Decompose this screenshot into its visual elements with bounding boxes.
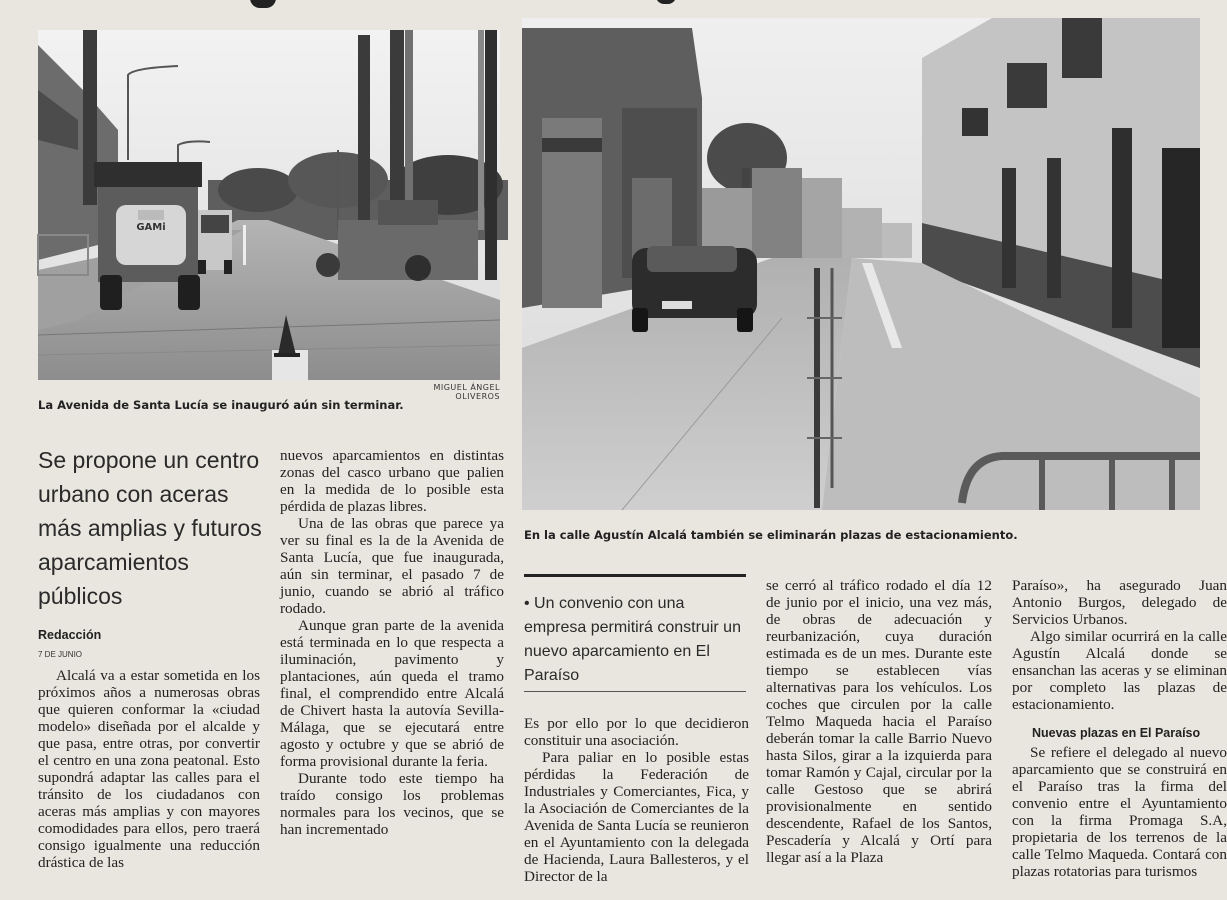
byline: Redacción [38, 628, 102, 642]
photo-avenida-santa-lucia [38, 30, 500, 380]
column-3 [524, 715, 749, 885]
subtitle-line: urbano con aceras [38, 481, 229, 507]
subtitle-line: aparcamientos [38, 549, 189, 575]
article-subtitle [38, 443, 268, 613]
pullquote-rule-bottom [524, 691, 746, 692]
paragraph: Durante todo este tiempo ha traído consigo los problemas normales para los vecinos, que se han incrementado [280, 770, 504, 838]
column-2 [280, 447, 504, 838]
paragraph: Es por ello por lo que decidieron constituir una asociación. [524, 715, 749, 749]
subtitle-line: más amplias y futuros [38, 515, 262, 541]
column-5 [1012, 577, 1227, 880]
paragraph: Alcalá va a estar sometida en los próximos años a numerosas obras que quieren conformar la «ciudad modelo» diseñada por el alcalde y que pasa, entre otras, por convertir el centro en una zona peatonal. Esto supondrá adaptar las calles para el tránsito de los ciudadanos con aceras más amplias y con mayores comodidades para ellos, pero traerá consigo igualmente una reducción drástica de las [38, 667, 260, 871]
photo-caption-left: La Avenida de Santa Lucía se inauguró aún sin terminar. [38, 398, 404, 412]
pullquote-rule-top [524, 574, 746, 577]
paragraph: Aunque gran parte de la avenida está terminada en lo que respecta a iluminación, pavimento y plantaciones, aún queda el tramo final, el comprendido entre Alcalá de Chivert hasta la autovía Sevilla-Málaga, que se ejecutará entre agosto y octubre y que se abrió de forma provisional durante la feria. [280, 617, 504, 770]
truck-label: GAMi [136, 222, 166, 233]
section-subhead: Nuevas plazas en El Paraíso [1032, 726, 1201, 740]
paragraph: Para paliar en lo posible estas pérdidas la Federación de Industriales y Comerciantes, Fica, y la Asociación de Comerciantes de la Avenida de Santa Lucía se reunieron en el Ayuntamiento con la delegada de Hacienda, Laura Ballesteros, y el Director de la [524, 749, 749, 885]
paragraph: Algo similar ocurrirá en la calle Agustín Alcalá donde se ensanchan las aceras y se eliminan por completo las plazas de estacionamiento. [1012, 628, 1227, 713]
paragraph: Una de las obras que parece ya ver su final es la de la Avenida de Santa Lucía, que fue inaugurada, aún sin terminar, el pasado 7 de junio, cuando se abrió al tráfico rodado. [280, 515, 504, 617]
paragraph: Se refiere el delegado al nuevo aparcamiento que se construirá en el Paraíso tras la firma del convenio entre el Ayuntamiento con la firma Promaga S.A, propietaria de los terrenos de la calle Telmo Maqueda. Contará con plazas rotatorias para turismos [1012, 744, 1227, 880]
photo-credit: MIGUEL ÁNGEL OLIVEROS [433, 383, 500, 401]
headline-fragment [250, 0, 700, 8]
subtitle-line: públicos [38, 583, 123, 609]
pullquote: • Un convenio con una empresa permitirá construir un nuevo aparcamiento en El Paraíso [524, 595, 741, 684]
paragraph: Paraíso», ha asegurado Juan Antonio Burgos, delegado de Servicios Urbanos. [1012, 577, 1227, 628]
column-5-clip [1012, 577, 1227, 900]
photo-calle-agustin-alcala [522, 18, 1200, 510]
photo-caption-right: En la calle Agustín Alcalá también se eliminarán plazas de estacionamiento. [524, 528, 1018, 542]
column-4 [766, 577, 992, 866]
dateline: 7 DE JUNIO [38, 650, 83, 659]
paragraph: nuevos aparcamientos en distintas zonas del casco urbano que palien en la medida de lo posible esta pérdida de plazas libres. [280, 447, 504, 515]
column-1 [38, 667, 260, 871]
paragraph: se cerró al tráfico rodado el día 12 de junio por el inicio, una vez más, de obras de adecuación y reurbanización, cuya duración estimada es de un mes. Durante este tiempo se establecen vías alternativas para los vehículos. Los coches que circulen por la calle Telmo Maqueda hacia el Paraíso deberán tomar la calle Barrio Nuevo hasta Silos, girar a la izquierda para tomar Ramón y Cajal, circular por la calle Gestoso que se abrirá provisionalmente en sentido descendente, Rafael de los Santos, Pescadería y Alcalá y Ortí para llegar así a la Plaza [766, 577, 992, 866]
subtitle-line: Se propone un centro [38, 447, 260, 473]
